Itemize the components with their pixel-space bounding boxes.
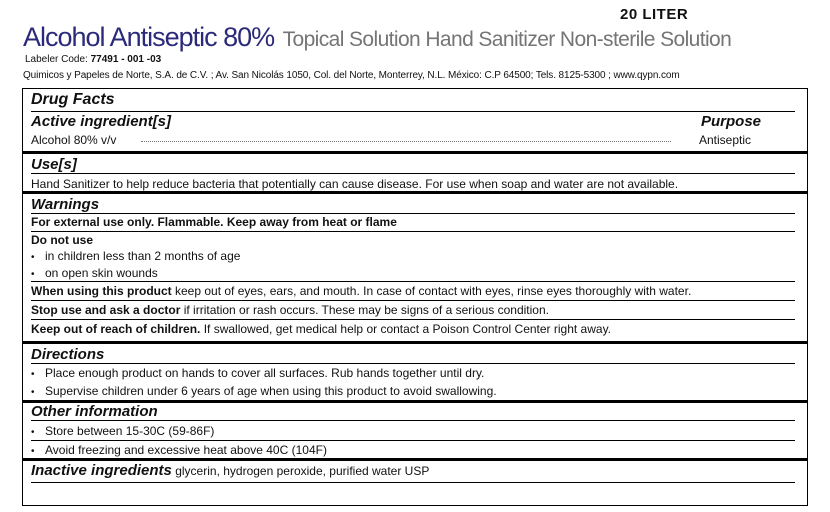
section-divider bbox=[23, 191, 807, 194]
size-label: 20 LITER bbox=[620, 6, 689, 23]
divider bbox=[31, 363, 795, 364]
divider bbox=[31, 482, 795, 483]
section-divider bbox=[23, 151, 807, 154]
active-ingredient-value: Alcohol 80% v/v bbox=[31, 133, 117, 147]
inactive-heading: Inactive ingredients bbox=[31, 462, 172, 479]
divider bbox=[31, 440, 795, 441]
section-divider bbox=[23, 341, 807, 344]
do-not-use-item: • in children less than 2 months of age bbox=[31, 249, 240, 263]
keep-out-label: Keep out of reach of children. bbox=[31, 322, 201, 336]
divider bbox=[31, 420, 795, 421]
warnings-heading: Warnings bbox=[31, 196, 100, 213]
uses-heading: Use[s] bbox=[31, 156, 77, 173]
divider bbox=[31, 111, 795, 112]
divider bbox=[31, 213, 795, 214]
when-using-warning bbox=[31, 284, 691, 298]
inactive-ingredients bbox=[31, 462, 429, 479]
labeler-code bbox=[25, 54, 161, 65]
keep-out-text: If swallowed, get medical help or contact a Poison Control Center right away. bbox=[200, 322, 612, 336]
stop-use-label: Stop use and ask a doctor bbox=[31, 303, 181, 317]
keep-out-warning bbox=[31, 322, 611, 336]
directions-heading: Directions bbox=[31, 346, 105, 363]
do-not-use-heading: Do not use bbox=[31, 233, 93, 247]
active-ingredient-heading: Active ingredient[s] bbox=[31, 113, 172, 130]
drug-facts-panel bbox=[22, 88, 808, 506]
when-using-label: When using this product bbox=[31, 284, 172, 298]
labeler-code-value: 77491 - 001 -03 bbox=[90, 54, 162, 65]
divider bbox=[31, 173, 795, 174]
other-info-item: • Avoid freezing and excessive heat above 40C (104F) bbox=[31, 443, 327, 457]
purpose-value: Antiseptic bbox=[698, 133, 751, 147]
divider bbox=[31, 231, 795, 232]
when-using-text: keep out of eyes, ears, and mouth. In case of contact with eyes, rinse eyes thoroughly with water. bbox=[171, 284, 692, 298]
external-use-warning: For external use only. Flammable. Keep away from heat or flame bbox=[31, 215, 397, 229]
product-name: Alcohol Antiseptic 80% bbox=[23, 22, 275, 52]
stop-use-warning bbox=[31, 303, 549, 317]
stop-use-text: if irritation or rash occurs. These may be signs of a serious condition. bbox=[180, 303, 549, 317]
product-title bbox=[23, 22, 731, 53]
uses-text: Hand Sanitizer to help reduce bacteria that potentially can cause disease. For use when soap and water are not available. bbox=[31, 177, 679, 191]
drug-facts-title: Drug Facts bbox=[31, 91, 115, 108]
divider bbox=[31, 319, 795, 320]
other-info-item: • Store between 15-30C (59-86F) bbox=[31, 424, 214, 438]
label-header bbox=[0, 0, 830, 88]
inactive-text: glycerin, hydrogen peroxide, purified water USP bbox=[175, 464, 430, 478]
section-divider bbox=[23, 458, 807, 461]
product-subtitle: Topical Solution Hand Sanitizer Non-sterile Solution bbox=[282, 28, 732, 51]
divider bbox=[31, 300, 795, 301]
do-not-use-item: • on open skin wounds bbox=[31, 266, 158, 280]
direction-item: • Supervise children under 6 years of age when using this product to avoid swallowing. bbox=[31, 384, 497, 398]
dotted-leader bbox=[141, 141, 671, 142]
labeler-prefix: Labeler Code: bbox=[25, 54, 88, 65]
divider bbox=[31, 281, 795, 282]
other-info-heading: Other information bbox=[31, 403, 158, 420]
company-info: Quimicos y Papeles de Norte, S.A. de C.V. ; Av. San Nicolás 1050, Col. del Norte, Monterrey, N.L. México: C.P 64500; Tels. 8125-5300 ; www.qypn.com bbox=[23, 70, 680, 81]
purpose-heading: Purpose bbox=[700, 113, 761, 130]
direction-item: • Place enough product on hands to cover all surfaces. Rub hands together until dry. bbox=[31, 366, 484, 380]
